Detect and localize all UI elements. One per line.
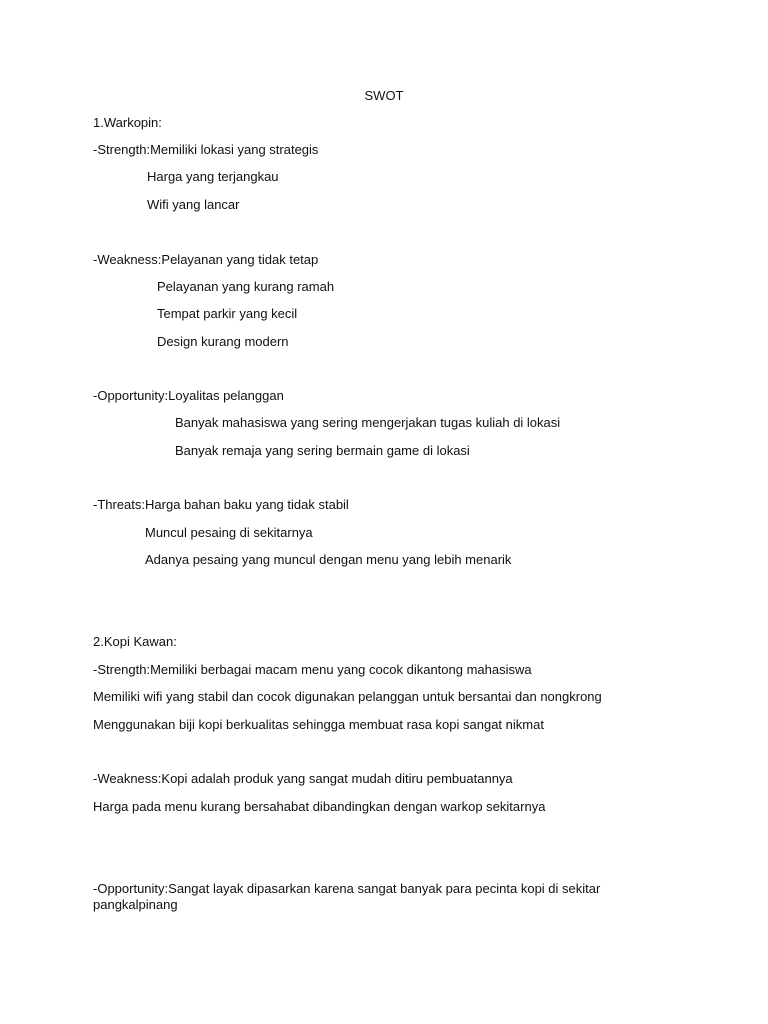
section-heading-kopi-kawan: 2.Kopi Kawan: (93, 634, 177, 649)
opportunity-item: Sangat layak dipasarkan karena sangat banyak para pecinta kopi di sekitar pangkalpinang (93, 881, 601, 912)
warkopin-strength-line-1 (93, 142, 318, 158)
strength-item: Memiliki lokasi yang strategis (150, 142, 319, 157)
warkopin-threats-item: Muncul pesaing di sekitarnya (145, 525, 313, 540)
warkopin-threats-line-1 (93, 497, 349, 513)
warkopin-threats-item: Adanya pesaing yang muncul dengan menu yang lebih menarik (145, 552, 512, 567)
kopi-kawan-weakness-line-1 (93, 771, 513, 787)
strength-item: Memiliki berbagai macam menu yang cocok dikantong mahasiswa (150, 662, 532, 677)
strength-label: -Strength: (93, 142, 151, 157)
warkopin-opportunity-item: Banyak mahasiswa yang sering mengerjakan tugas kuliah di lokasi (175, 415, 561, 430)
opportunity-item: Loyalitas pelanggan (168, 388, 284, 403)
section-heading-warkopin: 1.Warkopin: (93, 115, 162, 130)
warkopin-weakness-item: Tempat parkir yang kecil (157, 306, 298, 321)
weakness-label: -Weakness: (93, 252, 162, 267)
opportunity-label: -Opportunity: (93, 881, 169, 896)
weakness-item: Kopi adalah produk yang sangat mudah ditiru pembuatannya (161, 771, 513, 786)
warkopin-strength-item: Wifi yang lancar (147, 197, 240, 212)
document-title: SWOT (364, 88, 404, 103)
warkopin-strength-item: Harga yang terjangkau (147, 169, 279, 184)
kopi-kawan-weakness-item: Harga pada menu kurang bersahabat dibandingkan dengan warkop sekitarnya (93, 799, 546, 814)
warkopin-weakness-item: Design kurang modern (157, 334, 289, 349)
weakness-label: -Weakness: (93, 771, 162, 786)
warkopin-weakness-item: Pelayanan yang kurang ramah (157, 279, 335, 294)
kopi-kawan-strength-item: Menggunakan biji kopi berkualitas sehingga membuat rasa kopi sangat nikmat (93, 717, 544, 732)
strength-label: -Strength: (93, 662, 151, 677)
kopi-kawan-strength-line-1 (93, 662, 532, 678)
kopi-kawan-strength-item: Memiliki wifi yang stabil dan cocok digunakan pelanggan untuk bersantai dan nongkrong (93, 689, 602, 704)
opportunity-label: -Opportunity: (93, 388, 169, 403)
kopi-kawan-opportunity-line-1 (93, 881, 613, 913)
weakness-item: Pelayanan yang tidak tetap (161, 252, 319, 267)
warkopin-weakness-line-1 (93, 252, 318, 268)
threats-item: Harga bahan baku yang tidak stabil (145, 497, 349, 512)
warkopin-opportunity-line-1 (93, 388, 284, 404)
threats-label: -Threats: (93, 497, 146, 512)
warkopin-opportunity-item: Banyak remaja yang sering bermain game di lokasi (175, 443, 470, 458)
